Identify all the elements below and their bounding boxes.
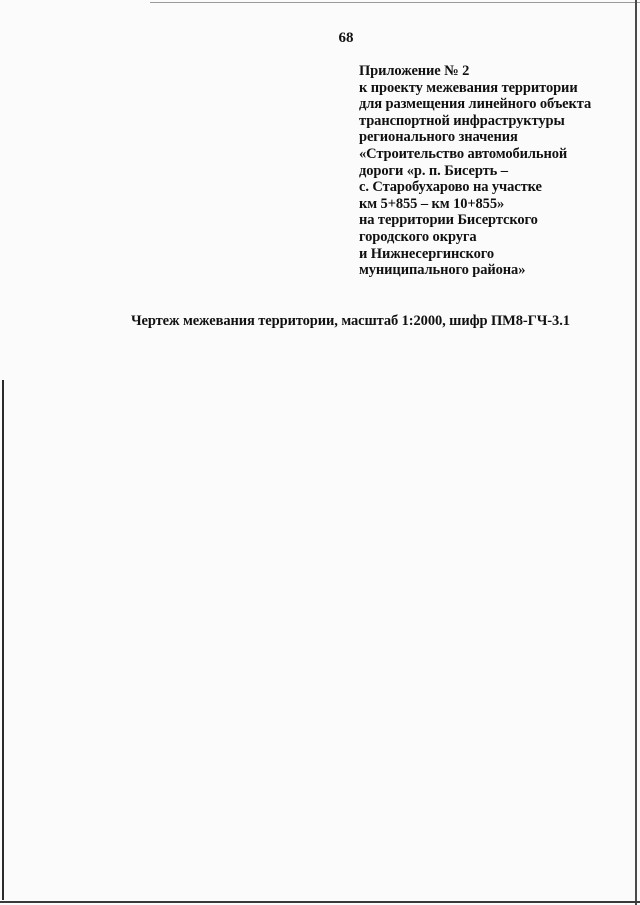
appendix-line: к проекту межевания территории (359, 79, 578, 96)
appendix-block (359, 63, 591, 279)
scan-edge-left (2, 380, 4, 900)
appendix-line: муниципального района» (359, 262, 526, 279)
scan-edge-bottom (0, 901, 640, 903)
appendix-line: «Строительство автомобильной (359, 145, 568, 162)
appendix-line: городского округа (359, 228, 477, 245)
appendix-title: Приложение № 2 (359, 63, 470, 79)
appendix-line: с. Старобухарово на участке (359, 179, 542, 196)
appendix-line: и Нижнесергинского (359, 245, 495, 262)
appendix-line: регионального значения (359, 129, 518, 146)
appendix-line: на территории Бисертского (359, 212, 538, 229)
appendix-line: транспортной инфраструктуры (359, 112, 565, 129)
drawing-caption: Чертеж межевания территории, масштаб 1:2000, шифр ПМ8-ГЧ-3.1 (131, 313, 570, 329)
scan-edge-top (150, 2, 640, 3)
scan-edge-right (635, 0, 637, 905)
appendix-line: км 5+855 – км 10+855» (359, 195, 505, 212)
appendix-line: для размещения линейного объекта (359, 96, 592, 113)
page-number: 68 (338, 30, 354, 46)
appendix-line: дороги «р. п. Бисерть – (359, 162, 508, 179)
